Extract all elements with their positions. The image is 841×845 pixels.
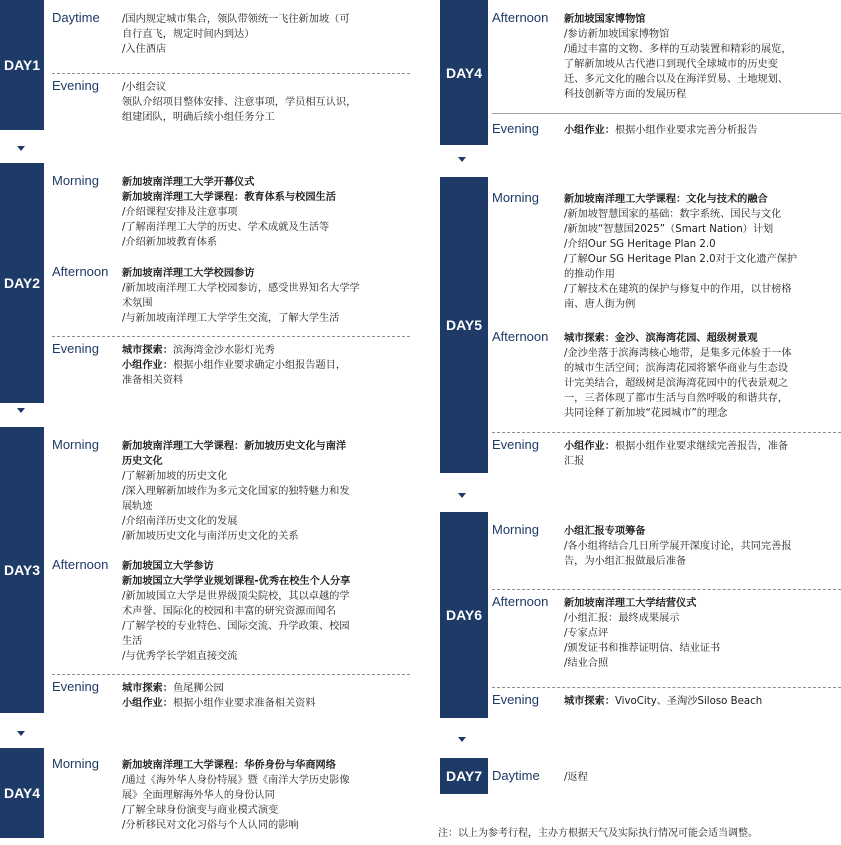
session-label: Evening [492,121,539,136]
day1-badge: DAY1 [0,0,44,130]
left-column [0,0,410,845]
day3-badge: DAY3 [0,427,44,713]
session-label: Evening [52,679,99,694]
session-label: Evening [492,692,539,707]
day7-block [440,758,841,794]
chevron-down-icon [458,737,466,742]
day3-afternoon: Afternoon 新加坡国立大学参访 新加坡国立大学学业规划课程-优秀在校生个人分享 /新加坡国立大学是世界级顶尖院校，其以卓越的学 术声誉、国际化的校园和丰富的研究资源而闻名 /了解学校的专业特色、国际交流、升学政策、校园 生活 /与优秀学长学姐直接交流 [52,557,351,662]
day5-badge: DAY5 [440,177,488,473]
day4-block-morning [0,748,410,838]
day5-block [440,177,841,473]
day7-badge: DAY7 [440,758,488,794]
session-label: Evening [492,437,539,452]
right-column [440,0,841,845]
day3-evening: Evening 城市探索：鱼尾狮公园 小组作业：根据小组作业要求准备相关资料 [52,679,410,713]
chevron-down-icon [458,157,466,162]
day4-badge: DAY4 [440,0,488,145]
day6-block [440,512,841,718]
session-label: Evening [52,78,99,93]
session-label: Daytime [52,10,100,25]
day3-block [0,427,410,713]
session-label: Morning [492,190,539,205]
day4-badge: DAY4 [0,748,44,838]
chevron-down-icon [17,146,25,151]
day2-block [0,163,410,403]
day5-morning: Morning 新加坡南洋理工大学课程：文化与技术的融合 /新加坡智慧国家的基础：数字系统、国民与文化 /新加坡“智慧国2025”（Smart Nation）计划 /介绍Our SG Heritage Plan 2.0 /了解Our SG Heritage Plan 2.0对于文化遗产保护 的推动作用 /了解技术在建筑的保护与修复中的作用，以甘榜格 南、唐人街为例 [492,190,798,310]
day5-evening: Evening 小组作业：根据小组作业要求继续完善报告，准备 汇报 [492,437,841,471]
session-label: Afternoon [492,594,549,609]
footnote: 注：以上为参考行程，主办方根据天气及实际执行情况可能会适当调整。 [438,828,758,839]
session-label: Evening [52,341,99,356]
session-label: Afternoon [52,264,109,279]
day4-evening: Evening 小组作业：根据小组作业要求完善分析报告 [492,121,758,136]
day2-evening: Evening 城市探索：滨海湾金沙水影灯光秀 小组作业：根据小组作业要求确定小组报告题目， 准备相关资料 [52,341,410,393]
session-label: Morning [52,437,99,452]
session-label: Afternoon [52,557,109,572]
day6-afternoon: Afternoon 新加坡南洋理工大学结营仪式 /小组汇报：最终成果展示 /专家点评 /颁发证书和推荐证明信、结业证书 /结业合照 [492,594,841,676]
day4-morning: Morning 新加坡南洋理工大学课程：华侨身份与华商网络 /通过《海外华人身份特展》暨《南洋大学历史影像 展》全面理解海外华人的身份认同 /了解全球身份演变与商业模式演变 /分析移民对文化习俗与个人认同的影响 [52,756,350,831]
session-label: Morning [52,756,99,771]
day7-daytime: Daytime /返程 [492,768,588,783]
day4-afternoon: Afternoon 新加坡国家博物馆 /参访新加坡国家博物馆 /通过丰富的文物、多样的互动装置和精彩的展览， 了解新加坡从古代港口到现代全球城市的历史变 迁、多元文化的融合以及在海洋贸易、土地规划、 科技创新等方面的发展历程 [492,10,841,110]
day2-badge: DAY2 [0,163,44,403]
session-label: Morning [492,522,539,537]
session-label: Afternoon [492,329,549,344]
chevron-down-icon [17,408,25,413]
day1-evening: Evening /小组会议 领队介绍项目整体安排、注意事项，学员相互认识， 组建团队，明确后续小组任务分工 [52,78,410,128]
day1-block [0,0,410,130]
day1-daytime: Daytime /国内规定城市集合，领队带领统一飞往新加坡（可 自行直飞，规定时间内到达） /入住酒店 [52,10,350,55]
session-label: Daytime [492,768,540,783]
day2-afternoon: Afternoon 新加坡南洋理工大学校园参访 /新加坡南洋理工大学校园参访，感受世界知名大学学 术氛围 /与新加坡南洋理工大学学生交流，了解大学生活 [52,264,360,324]
day6-evening: Evening 城市探索：VivoCity、圣淘沙Siloso Beach [492,692,841,716]
day3-morning: Morning 新加坡南洋理工大学课程：新加坡历史文化与南洋 历史文化 /了解新加坡的历史文化 /深入理解新加坡作为多元文化国家的独特魅力和发 展轨迹 /介绍南洋历史文化的发展 /新加坡历史文化与南洋历史文化的关系 [52,437,350,542]
chevron-down-icon [17,731,25,736]
chevron-down-icon [458,493,466,498]
session-label: Afternoon [492,10,549,25]
day4-block-afternoon [440,0,841,145]
day6-morning: Morning 小组汇报专项筹备 /各小组将结合几日所学展开深度讨论，共同完善报 告，为小组汇报做最后准备 [492,522,792,567]
day6-badge: DAY6 [440,512,488,718]
day5-afternoon: Afternoon 城市探索：金沙、滨海湾花园、超级树景观 /金沙坐落于滨海湾核心地带，是集多元体验于一体 的城市生活空间；滨海湾花园将繁华商业与生态设 计完美结合，超级树是滨海湾花园中的代表景观之 一，三者体现了都市生活与自然呼吸的和谐共存， 共同诠释了新加坡“花园城市”的理念 [492,329,792,419]
day2-morning: Morning 新加坡南洋理工大学开幕仪式 新加坡南洋理工大学课程：教育体系与校园生活 /介绍课程安排及注意事项 /了解南洋理工大学的历史、学术成就及生活等 /介绍新加坡教育体系 [52,173,336,248]
session-label: Morning [52,173,99,188]
